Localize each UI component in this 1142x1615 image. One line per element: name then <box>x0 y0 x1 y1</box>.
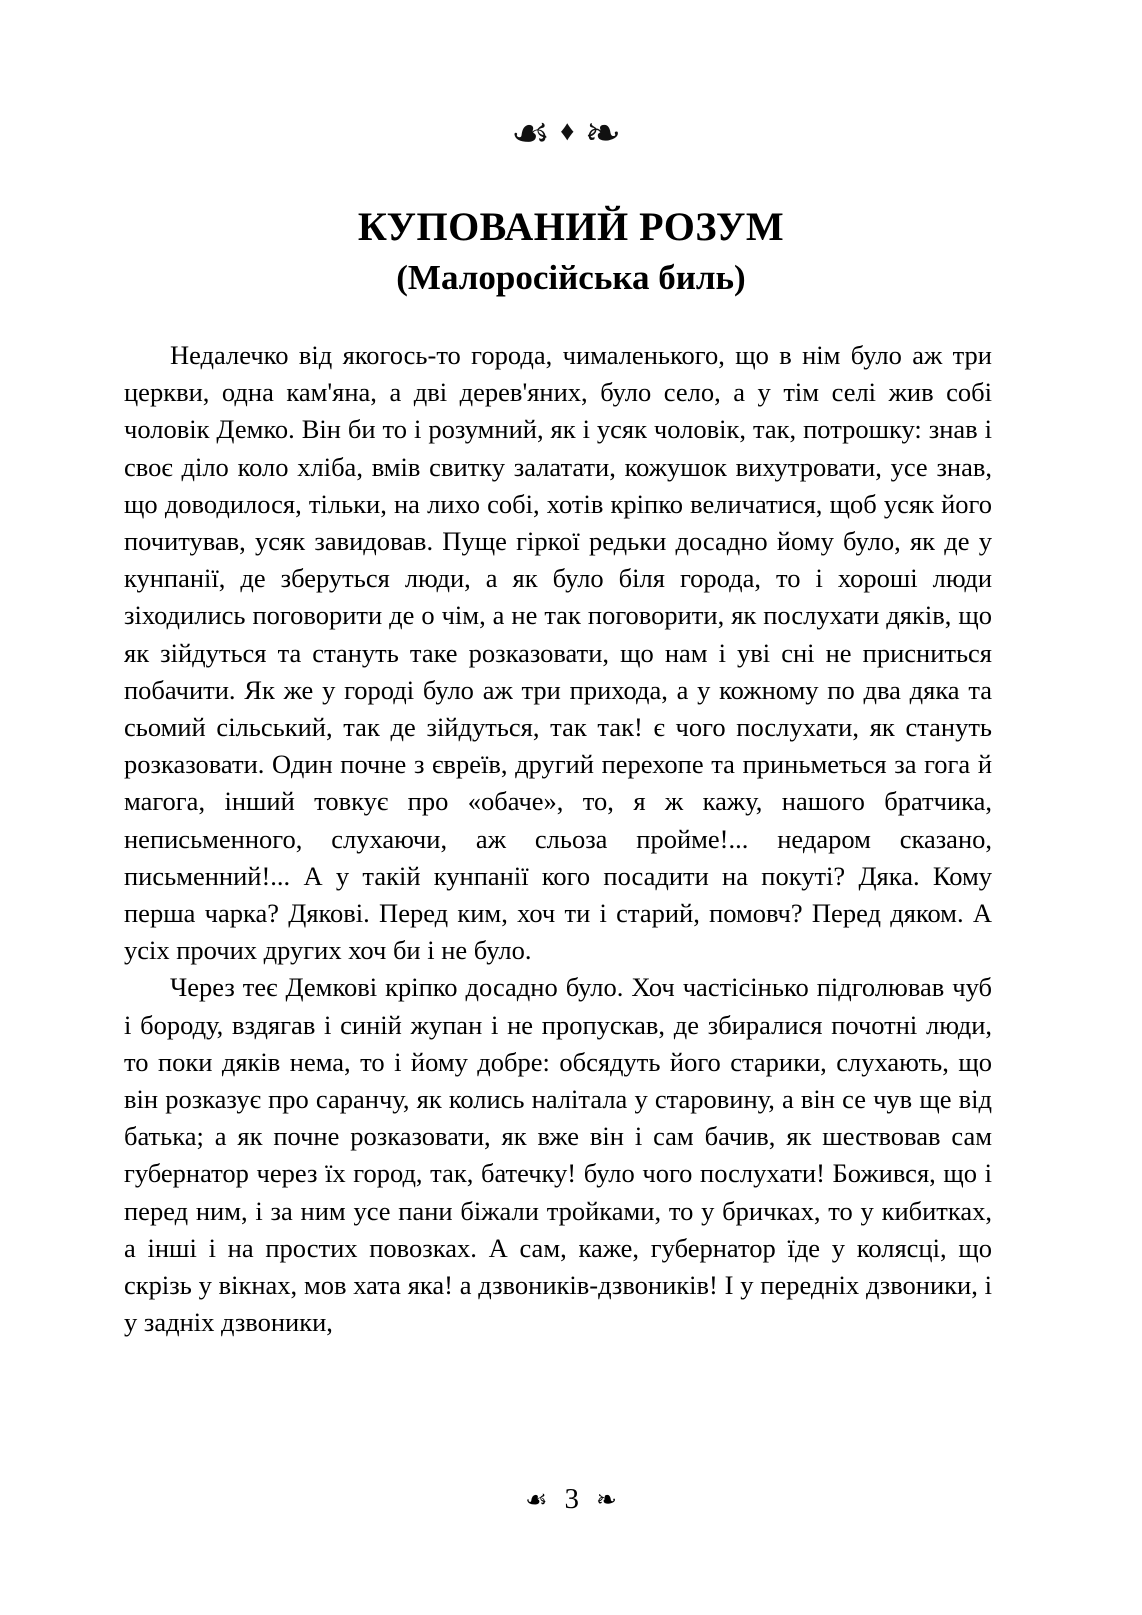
floral-heart-left-icon: ☙ <box>510 108 561 158</box>
diamond-icon: ♦ <box>560 115 585 147</box>
footer-floral-heart-right-icon: ❧ <box>595 1487 617 1515</box>
paragraph: Через теє Демкові кріпко досадно було. Хоч частісінько підголював чуб і бороду, вздягав і синій жупан і не пропускав, де збиралися почотні люди, то поки дяків нема, то і йому добре: обсядуть його старики, слухають, що він розказує про саранчу, як колись налітала у старовину, а він се чув ще від батька; а як почне розказовати, як вже він і сам бачив, як шествовав сам губернатор через їх город, так, батечку! було чого послухати! Божився, що і перед ним, і за ним усе пани біжали тройками, то у бричках, то у кибитках, а інші і на простих повозках. А сам, каже, губернатор їде у колясці, що скрізь у вікнах, мов хата яка! а дзвоників-дзвоників! І у передніх дзвоники, і у задніх дзвоники, <box>124 972 992 1338</box>
body-text <box>124 337 992 1341</box>
page-number: 3 <box>564 1483 579 1516</box>
page-subtitle: (Малоросійська биль) <box>396 257 746 297</box>
page-footer <box>0 1484 1142 1514</box>
page-title: КУПОВАНИЙ РОЗУМ <box>357 204 785 249</box>
paragraph: Недалечко від якогось-то города, чималенького, що в нім було аж три церкви, одна кам'яна, а дві дерев'яних, було село, а у тім селі жив собі чоловік Демко. Він би то і розумний, як і усяк чоловік, так, потрошку: знав і своє діло коло хліба, вмів свитку залатати, кожушок вихутровати, усе знав, що доводилося, тільки, на лихо собі, хотів кріпко величатися, щоб усяк його почитував, усяк завидовав. Пуще гіркої редьки досадно йому було, як де у кунпанії, де зберуться люди, а як було біля города, то і хороші люди зіходились поговорити де о чім, а не так поговорити, як послухати дяків, що як зійдуться та стануть таке розказовати, що нам і уві сні не присниться побачити. Як же у городі було аж три прихода, а у кожному по два дяка та сьомий сільський, так де зійдуться, так так! є чого послухати, як стануть розказовати. Один почне з євреїв, другий перехопе та приньметься за гога й магога, інший товкує про «обаче», то, я ж кажу, нашого братчика, неписьменного, слухаючи, аж сльоза пройме!... недаром сказано, письменний!... А у такій кунпанії кого посадити на покуті? Дяка. Кому перша чарка? Дякові. Перед ким, хоч ти і старий, помовч? Перед дяком. А усіх прочих других хоч би і не було. <box>124 340 992 966</box>
top-ornament <box>0 108 1142 156</box>
footer-floral-heart-left-icon: ☙ <box>525 1487 548 1515</box>
floral-heart-right-icon: ❧ <box>584 108 632 158</box>
title-block <box>0 205 1142 298</box>
